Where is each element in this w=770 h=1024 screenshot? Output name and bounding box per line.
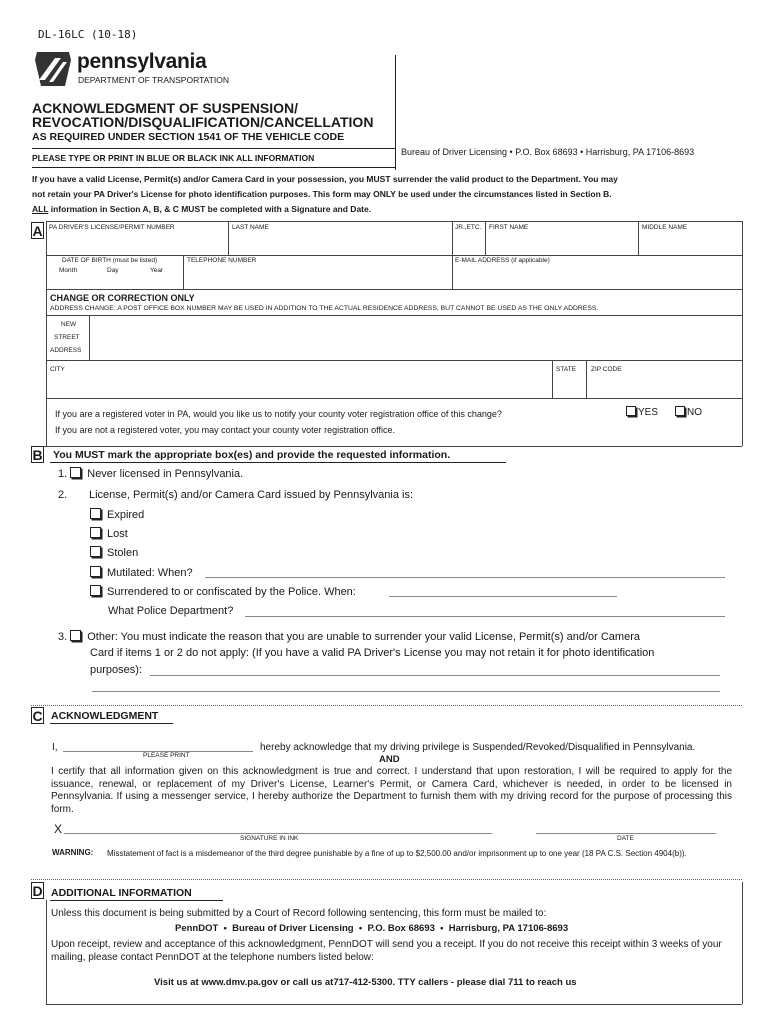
surrendered-checkbox[interactable] xyxy=(90,585,101,596)
dob-label: DATE OF BIRTH (must be listed) xyxy=(62,257,158,264)
section-d-letter: D xyxy=(32,883,43,899)
please-print-label: PLEASE PRINT xyxy=(143,752,190,759)
last-name-field[interactable] xyxy=(231,234,450,252)
stolen-option[interactable]: Stolen xyxy=(90,546,138,559)
item3-line2: Card if items 1 or 2 do not apply: (If you have a valid PA Driver's License you may not retain it for photo identification xyxy=(90,647,655,659)
item1: 1. Never licensed in Pennsylvania. xyxy=(58,468,244,480)
section-a-letter: A xyxy=(32,223,43,239)
email-label: E-MAIL ADDRESS (if applicable) xyxy=(455,257,550,264)
item3: 3. Other: You must indicate the reason that you are unable to surrender your valid License, Permit(s) and/or Camera xyxy=(58,631,640,643)
license-number-field[interactable] xyxy=(49,234,226,252)
lost-option[interactable]: Lost xyxy=(90,527,128,540)
ink-instruction: PLEASE TYPE OR PRINT IN BLUE OR BLACK INK ALL INFORMATION xyxy=(32,153,315,163)
zip-label: ZIP CODE xyxy=(591,366,622,373)
ack-i: I, xyxy=(52,742,58,753)
address-label: ADDRESS xyxy=(50,347,82,354)
dob-month-label: Month xyxy=(59,267,78,274)
visit-text: Visit us at www.dmv.pa.gov or call us at717-412-5300. TTY callers - please dial 711 to reach us xyxy=(154,977,577,988)
item2-num: 2. xyxy=(58,489,68,501)
voter-note: If you are not a registered voter, you may contact your county voter registration office. xyxy=(55,425,396,435)
stolen-checkbox[interactable] xyxy=(90,546,101,557)
section-c-heading: ACKNOWLEDGMENT xyxy=(51,710,159,722)
item3-checkbox[interactable] xyxy=(70,630,81,641)
brand-dept: DEPARTMENT OF TRANSPORTATION xyxy=(78,75,229,85)
section-d-heading: ADDITIONAL INFORMATION xyxy=(51,887,192,899)
and-label: AND xyxy=(379,754,400,765)
item3-reason-line2[interactable] xyxy=(92,691,720,692)
date-label: DATE xyxy=(617,835,634,842)
no-checkbox[interactable] xyxy=(675,406,685,416)
state-label: STATE xyxy=(556,366,576,373)
voter-yes-option[interactable]: YES xyxy=(626,406,658,418)
email-field[interactable] xyxy=(455,266,740,288)
police-dept-label: What Police Department? xyxy=(108,605,234,617)
last-name-label: LAST NAME xyxy=(232,224,269,231)
mutilated-checkbox[interactable] xyxy=(90,566,101,577)
voter-question: If you are a registered voter in PA, would you like us to notify your county voter registration office of this change? xyxy=(55,409,502,419)
city-field[interactable] xyxy=(49,376,550,396)
ack-text: hereby acknowledge that my driving privilege is Suspended/Revoked/Disqualified in Pennsylvania. xyxy=(260,742,696,753)
title-line1: ACKNOWLEDGMENT OF SUSPENSION/ xyxy=(32,100,299,116)
date-line[interactable] xyxy=(536,833,716,834)
first-name-field[interactable] xyxy=(488,234,636,252)
bureau-address: Bureau of Driver Licensing • P.O. Box 68693 • Harrisburg, PA 17106-8693 xyxy=(401,147,695,157)
state-field[interactable] xyxy=(555,376,584,396)
phone-label: TELEPHONE NUMBER xyxy=(187,257,257,264)
signature-x: X xyxy=(54,822,63,836)
item1-checkbox[interactable] xyxy=(70,467,81,478)
middle-name-field[interactable] xyxy=(641,234,740,252)
new-label: NEW xyxy=(61,321,77,328)
city-label: CITY xyxy=(50,366,65,373)
address-note: ADDRESS CHANGE: A POST OFFICE BOX NUMBER MAY BE USED IN ADDITION TO THE ACTUAL RESIDENCE ADDRESS, BUT CANNOT BE USED AS THE ONLY ADDRESS. xyxy=(50,305,599,312)
title-line2: REVOCATION/DISQUALIFICATION/CANCELLATION xyxy=(32,114,374,130)
street-label: STREET xyxy=(54,334,80,341)
change-heading: CHANGE OR CORRECTION ONLY xyxy=(50,293,195,303)
zip-field[interactable] xyxy=(589,376,740,396)
intro-line3: ALL information in Section A, B, & C MUST be completed with a Signature and Date. xyxy=(32,204,372,214)
street-address-field[interactable] xyxy=(92,318,740,358)
item2-text: License, Permit(s) and/or Camera Card issued by Pennsylvania is: xyxy=(89,489,414,501)
middle-name-label: MIDDLE NAME xyxy=(642,224,688,231)
dob-field[interactable] xyxy=(49,276,181,288)
section-b-letter: B xyxy=(32,447,43,463)
item3-line3: purposes): xyxy=(90,664,142,676)
dob-year-label: Year xyxy=(150,267,164,274)
voter-no-option[interactable]: NO xyxy=(675,406,702,418)
intro-line1: If you have a valid License, Permit(s) and/or Camera Card in your possession, you MUST surrender the valid product to the Department. You may xyxy=(32,174,618,184)
expired-checkbox[interactable] xyxy=(90,508,101,519)
phone-field[interactable] xyxy=(186,266,450,288)
yes-checkbox[interactable] xyxy=(626,406,636,416)
surrendered-when-line[interactable] xyxy=(389,596,617,597)
license-number-label: PA DRIVER'S LICENSE/PERMIT NUMBER xyxy=(49,224,175,231)
signature-line[interactable] xyxy=(64,833,492,834)
brand-name: pennsylvania xyxy=(77,50,207,73)
warning-text: Misstatement of fact is a misdemeanor of the third degree punishable by a fine of up to $2,500.00 and/or imprisonment up to one year (18 PA C.S. Section 4904(b)). xyxy=(107,849,687,858)
first-name-label: FIRST NAME xyxy=(489,224,529,231)
certify-text: I certify that all information given on this acknowledgment is true and correct. I understand that upon restoration, I will be required to apply for the issuance, renewal, or replacement of my Driver's License, Learner's Permit, or Camera Card, whichever is needed, in order to be licensed in Pennsylvania. If using a messenger service, I hereby authorize the Department to furnish them with my driving record for the purpose of processing this form. xyxy=(51,766,732,815)
mail-to: PennDOT • Bureau of Driver Licensing • P.O. Box 68693 • Harrisburg, PA 17106-8693 xyxy=(175,923,569,934)
police-dept-line[interactable] xyxy=(245,616,725,617)
section-c-letter: C xyxy=(32,708,43,724)
signature-label: SIGNATURE IN INK xyxy=(240,835,299,842)
dob-day-label: Day xyxy=(107,267,119,274)
lost-checkbox[interactable] xyxy=(90,527,101,538)
section-b-heading: You MUST mark the appropriate box(es) and provide the requested information. xyxy=(53,449,451,461)
intro-line2: not retain your PA Driver's License for photo identification purposes. This form may ONLY be used under the circumstances listed in Section B. xyxy=(32,189,612,199)
form-id: DL-16LC (10-18) xyxy=(38,28,138,41)
item3-reason-line1[interactable] xyxy=(150,675,720,676)
title-line3: AS REQUIRED UNDER SECTION 1541 OF THE VEHICLE CODE xyxy=(32,131,345,143)
mutilated-option[interactable]: Mutilated: When? xyxy=(90,566,193,579)
keystone-logo-icon xyxy=(33,50,73,88)
warning-label: WARNING: xyxy=(52,848,94,857)
surrendered-option[interactable]: Surrendered to or confiscated by the Police. When: xyxy=(90,585,356,598)
mutilated-when-line[interactable] xyxy=(205,577,725,578)
jr-label: JR.,ETC. xyxy=(455,224,482,231)
expired-option[interactable]: Expired xyxy=(90,508,144,521)
unless-text: Unless this document is being submitted by a Court of Record following sentencing, this form must be mailed to: xyxy=(51,908,547,919)
receipt-text: Upon receipt, review and acceptance of this acknowledgment, PennDOT will send you a receipt. If you do not receive this receipt within 3 weeks of your mailing, please contact PennDOT at the telephone numbers listed below: xyxy=(51,939,722,963)
